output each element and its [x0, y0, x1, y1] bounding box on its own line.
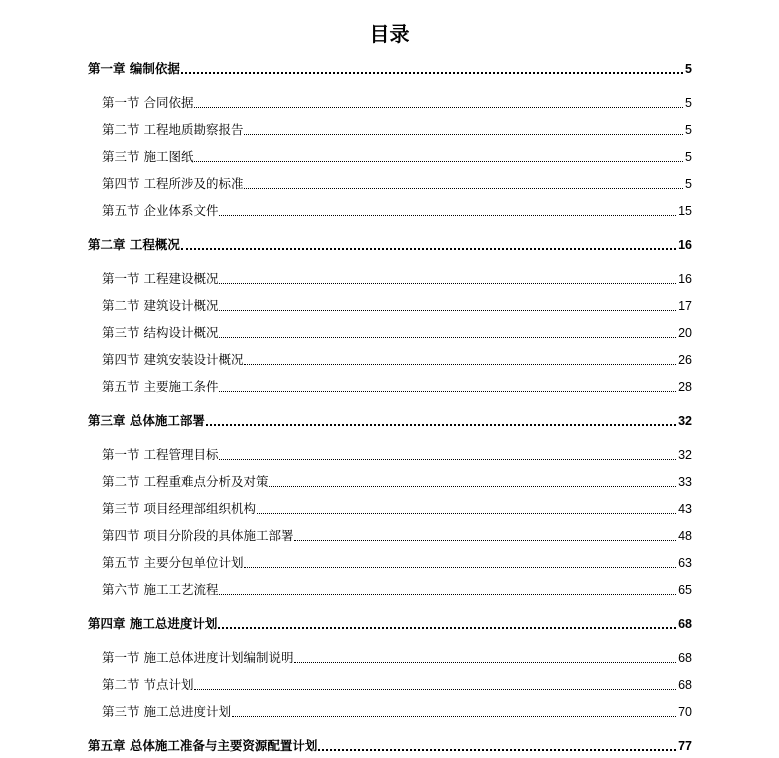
toc-page-number: 5	[685, 123, 692, 137]
toc-entry-label: 第六节 施工工艺流程	[102, 582, 219, 597]
toc-entry-label: 第五节 企业体系文件	[102, 203, 219, 218]
toc-dot-leader	[181, 248, 676, 250]
toc-dot-leader	[244, 567, 676, 568]
toc-entry-label: 第二节 工程地质勘察报告	[102, 122, 244, 137]
toc-entry-label: 第二节 建筑设计概况	[102, 298, 219, 313]
toc-section-entry[interactable]	[102, 148, 692, 166]
toc-section-entry[interactable]	[102, 676, 692, 694]
toc-section-entry[interactable]	[102, 324, 692, 342]
toc-entry-label: 第五节 主要施工条件	[102, 379, 219, 394]
toc-dot-leader	[294, 540, 676, 541]
toc-page-number: 68	[678, 651, 692, 665]
toc-page-number: 68	[678, 678, 692, 692]
toc-entry-label: 第一节 合同依据	[102, 95, 194, 110]
toc-page-number: 70	[678, 705, 692, 719]
toc-dot-leader	[218, 627, 676, 629]
toc-page-number: 43	[678, 502, 692, 516]
toc-page-number: 63	[678, 556, 692, 570]
toc-dot-leader	[219, 215, 676, 216]
toc-entry-label: 第三节 施工总进度计划	[102, 704, 231, 719]
toc-chapter-entry[interactable]	[88, 412, 692, 430]
toc-dot-leader	[244, 364, 676, 365]
toc-dot-leader	[219, 283, 676, 284]
toc-section-entry[interactable]	[102, 500, 692, 518]
toc-section-entry[interactable]	[102, 121, 692, 139]
toc-dot-leader	[318, 749, 676, 751]
toc-entry-label: 第三节 项目经理部组织机构	[102, 501, 256, 516]
toc-dot-leader	[219, 391, 676, 392]
toc-dot-leader	[181, 72, 683, 74]
toc-dot-leader	[206, 424, 676, 426]
toc-entry-label: 第四节 建筑安装设计概况	[102, 352, 244, 367]
toc-dot-leader	[194, 689, 676, 690]
toc-page-number: 77	[678, 739, 692, 753]
toc-chapter-entry[interactable]	[88, 60, 692, 78]
toc-section-entry[interactable]	[102, 703, 692, 721]
toc-entry-label: 第二章 工程概况	[88, 237, 180, 252]
toc-section-entry[interactable]	[102, 94, 692, 112]
toc-page-number: 68	[678, 617, 692, 631]
toc-chapter-entry[interactable]	[88, 236, 692, 254]
toc-entry-label: 第一节 施工总体进度计划编制说明	[102, 650, 294, 665]
toc-page-number: 5	[685, 96, 692, 110]
toc-dot-leader	[269, 486, 676, 487]
toc-dot-leader	[219, 459, 676, 460]
toc-page-number: 5	[685, 62, 692, 76]
toc-dot-leader	[232, 716, 676, 717]
toc-page-number: 48	[678, 529, 692, 543]
toc-page-number: 16	[678, 238, 692, 252]
toc-entry-label: 第四节 项目分阶段的具体施工部署	[102, 528, 294, 543]
toc-page-number: 32	[678, 414, 692, 428]
toc-dot-leader	[194, 161, 683, 162]
toc-entry-label: 第一节 工程建设概况	[102, 271, 219, 286]
toc-section-entry[interactable]	[102, 175, 692, 193]
toc-entry-label: 第三节 施工图纸	[102, 149, 194, 164]
toc-entry-label: 第三节 结构设计概况	[102, 325, 219, 340]
toc-page-number: 65	[678, 583, 692, 597]
toc-page-number: 5	[685, 177, 692, 191]
toc-page-number: 5	[685, 150, 692, 164]
toc-section-entry[interactable]	[102, 351, 692, 369]
toc-section-entry[interactable]	[102, 297, 692, 315]
toc-chapter-entry[interactable]	[88, 737, 692, 755]
toc-page-number: 16	[678, 272, 692, 286]
toc-entry-label: 第五节 主要分包单位计划	[102, 555, 244, 570]
toc-section-entry[interactable]	[102, 581, 692, 599]
toc-dot-leader	[244, 134, 683, 135]
toc-entry-label: 第一章 编制依据	[88, 61, 180, 76]
toc-page-number: 32	[678, 448, 692, 462]
page-title: 目录	[369, 22, 410, 46]
toc-section-entry[interactable]	[102, 649, 692, 667]
toc-dot-leader	[219, 594, 676, 595]
toc-dot-leader	[244, 188, 683, 189]
toc-dot-leader	[194, 107, 683, 108]
toc-dot-leader	[219, 337, 676, 338]
toc-chapter-entry[interactable]	[88, 615, 692, 633]
toc-entry-label: 第一节 工程管理目标	[102, 447, 219, 462]
toc-section-entry[interactable]	[102, 473, 692, 491]
toc-page-number: 17	[678, 299, 692, 313]
toc-section-entry[interactable]	[102, 378, 692, 396]
toc-section-entry[interactable]	[102, 527, 692, 545]
toc-section-entry[interactable]	[102, 554, 692, 572]
toc-entry-label: 第二节 工程重难点分析及对策	[102, 474, 269, 489]
toc-page-number: 33	[678, 475, 692, 489]
toc-section-entry[interactable]	[102, 202, 692, 220]
toc-page-number: 28	[678, 380, 692, 394]
toc-section-entry[interactable]	[102, 446, 692, 464]
toc-entry-label: 第四节 工程所涉及的标准	[102, 176, 244, 191]
toc-page-number: 20	[678, 326, 692, 340]
toc-entry-label: 第三章 总体施工部署	[88, 413, 205, 428]
toc-entry-label: 第四章 施工总进度计划	[88, 616, 218, 631]
toc-dot-leader	[219, 310, 676, 311]
toc-dot-leader	[294, 662, 676, 663]
toc-dot-leader	[257, 513, 676, 514]
toc-entry-label: 第五章 总体施工准备与主要资源配置计划	[88, 738, 318, 753]
toc-page-number: 15	[678, 204, 692, 218]
toc-section-entry[interactable]	[102, 270, 692, 288]
toc-page-number: 26	[678, 353, 692, 367]
toc-entry-label: 第二节 节点计划	[102, 677, 194, 692]
